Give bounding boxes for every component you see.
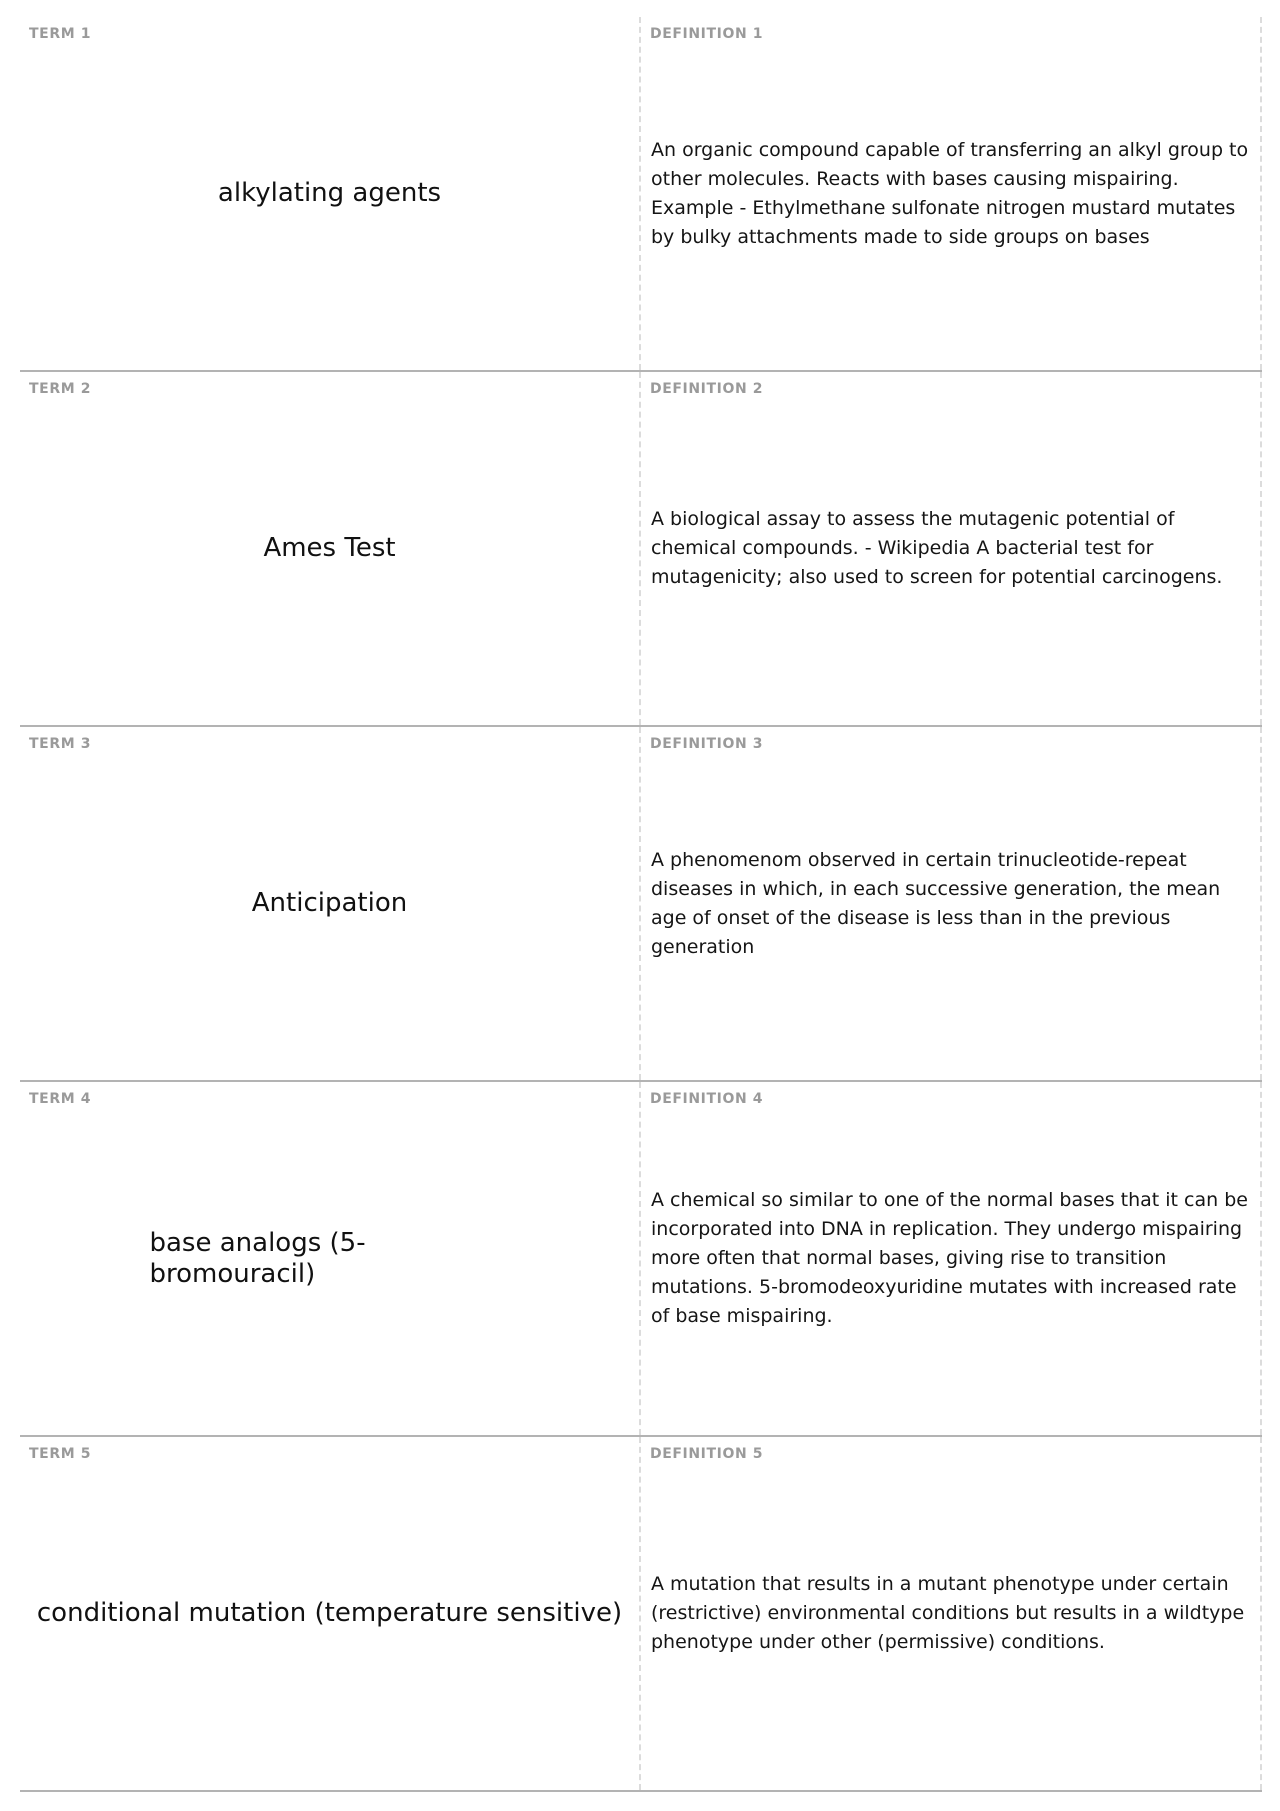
term-cell: [20, 1437, 641, 1790]
definition-text: A phenomenom observed in certain trinucleotide-repeat diseases in which, in each successive generation, the mean age of onset of the disease is less than in the previous generation: [651, 848, 1221, 958]
definition-label: DEFINITION 5: [650, 1446, 764, 1462]
definition-label: DEFINITION 3: [650, 736, 764, 752]
flashcard: [20, 1082, 1262, 1437]
term-cell: [20, 727, 641, 1080]
definition-cell: [641, 372, 1262, 725]
term-label: TERM 1: [29, 26, 92, 42]
term-text: alkylating agents: [217, 178, 442, 208]
definition-label: DEFINITION 2: [650, 381, 764, 397]
term-label: TERM 5: [29, 1446, 92, 1462]
term-label: TERM 3: [29, 736, 92, 752]
definition-label: DEFINITION 4: [650, 1091, 764, 1107]
definition-text: A chemical so similar to one of the normal bases that it can be incorporated into DNA in replication. They undergo mispairing more often that normal bases, giving rise to transition mutations. 5-bromodeoxyuridine mutates with increased rate of base mispairing.: [651, 1189, 1248, 1327]
flashcard-sheet: [20, 17, 1262, 1792]
term-label: TERM 2: [29, 381, 92, 397]
definition-label: DEFINITION 1: [650, 26, 764, 42]
definition-cell: [641, 1082, 1262, 1435]
term-text: Anticipation: [251, 888, 408, 918]
definition-cell: [641, 17, 1262, 370]
term-label: TERM 4: [29, 1091, 92, 1107]
term-cell: [20, 1082, 641, 1435]
definition-text: An organic compound capable of transferring an alkyl group to other molecules. Reacts with bases causing mispairing. Example - Ethylmethane sulfonate nitrogen mustard mutates by bulky attachments made to side groups on bases: [651, 138, 1249, 248]
flashcard: [20, 1437, 1262, 1792]
term-cell: [20, 372, 641, 725]
term-text: conditional mutation (temperature sensitive): [36, 1598, 623, 1628]
definition-cell: [641, 1437, 1262, 1790]
flashcard: [20, 372, 1262, 727]
term-cell: [20, 17, 641, 370]
definition-text: A biological assay to assess the mutagenic potential of chemical compounds. - Wikipedia A bacterial test for mutagenicity; also used to screen for potential carcinogens.: [651, 508, 1223, 588]
flashcard: [20, 17, 1262, 372]
term-text: Ames Test: [263, 533, 396, 563]
term-text: base analogs (5-bromouracil): [149, 1227, 366, 1289]
definition-cell: [641, 727, 1262, 1080]
flashcard: [20, 727, 1262, 1082]
definition-text: A mutation that results in a mutant phenotype under certain (restrictive) environmental conditions but results in a wildtype phenotype under other (permissive) conditions.: [651, 1573, 1245, 1653]
